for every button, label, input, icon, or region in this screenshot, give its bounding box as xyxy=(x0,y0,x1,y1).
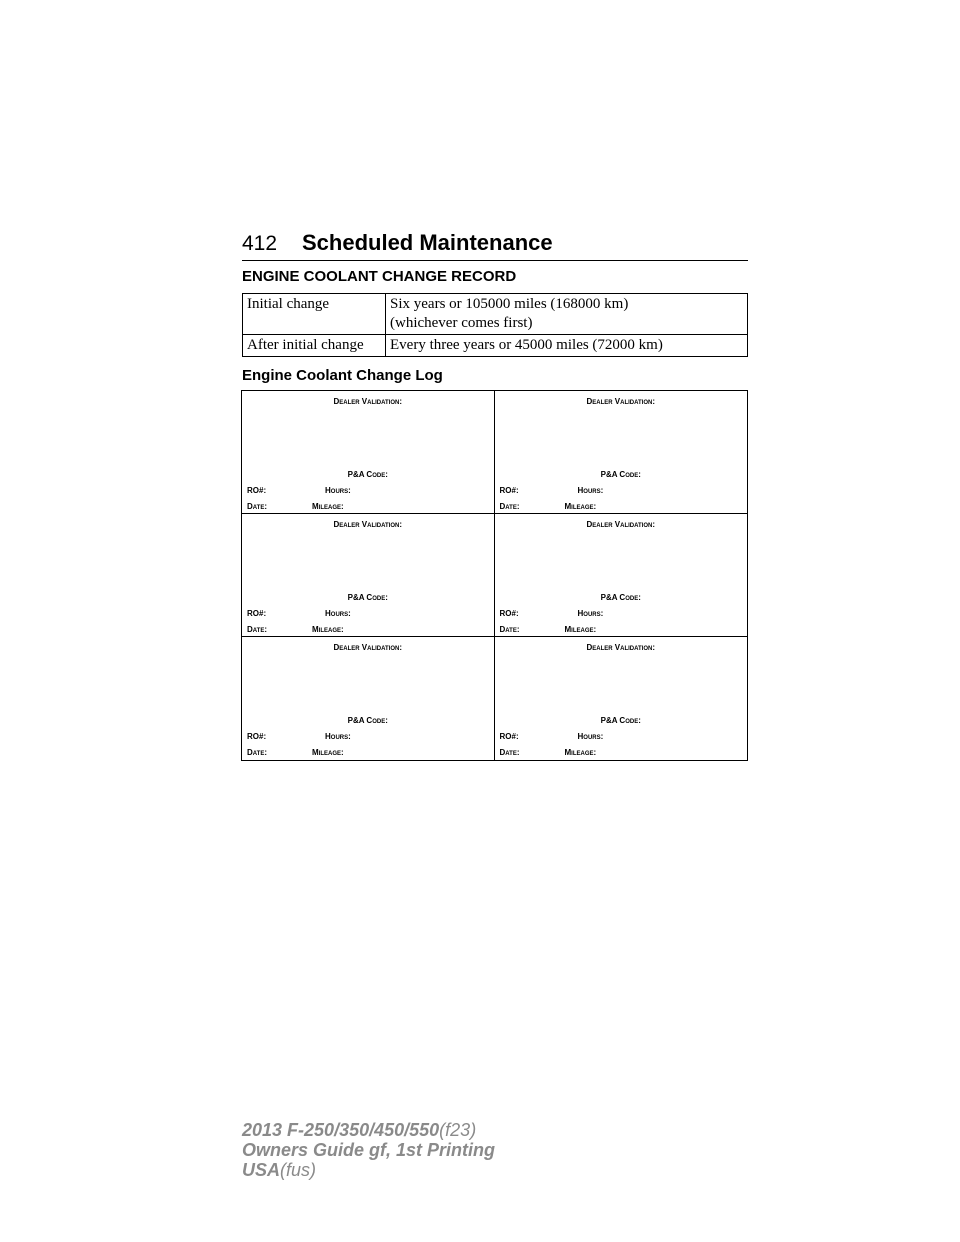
record-title: ENGINE COOLANT CHANGE RECORD xyxy=(242,268,517,285)
row-value xyxy=(386,294,748,335)
hours-label: Hours: xyxy=(577,732,604,741)
footer-line xyxy=(242,1160,495,1180)
date-label: Date: xyxy=(499,502,520,511)
footer-print-info xyxy=(242,1120,495,1180)
coolant-change-record-table xyxy=(242,293,748,357)
date-label: Date: xyxy=(499,625,520,634)
ro-label: RO#: xyxy=(247,609,267,618)
log-entry xyxy=(495,514,748,637)
footer-line xyxy=(242,1120,495,1140)
footer-model-code: (f23) xyxy=(439,1120,477,1140)
section-title: Scheduled Maintenance xyxy=(302,230,553,255)
date-label: Date: xyxy=(499,748,520,757)
date-label: Date: xyxy=(247,502,267,511)
dealer-validation-label: Dealer Validation: xyxy=(333,520,403,529)
row-label: Initial change xyxy=(243,294,386,335)
log-entry xyxy=(242,391,495,514)
mileage-label: Mileage: xyxy=(564,502,597,511)
dealer-validation-label: Dealer Validation: xyxy=(333,397,403,406)
log-entry xyxy=(495,391,748,514)
dealer-validation-label: Dealer Validation: xyxy=(586,520,656,529)
footer-market: USA xyxy=(242,1160,281,1180)
row-value-line: (whichever comes first) xyxy=(390,315,533,331)
pa-code-label: P&A Code: xyxy=(347,716,388,725)
mileage-label: Mileage: xyxy=(564,625,597,634)
dealer-validation-label: Dealer Validation: xyxy=(586,643,656,652)
dealer-validation-label: Dealer Validation: xyxy=(333,643,403,652)
hours-label: Hours: xyxy=(577,609,604,618)
table-row xyxy=(243,294,748,335)
ro-label: RO#: xyxy=(247,486,267,495)
hours-label: Hours: xyxy=(325,486,351,495)
ro-label: RO#: xyxy=(247,732,267,741)
ro-label: RO#: xyxy=(499,732,519,741)
hours-label: Hours: xyxy=(577,486,604,495)
table-row xyxy=(243,335,748,357)
pa-code-label: P&A Code: xyxy=(347,470,388,479)
ro-label: RO#: xyxy=(499,486,519,495)
log-title: Engine Coolant Change Log xyxy=(242,367,443,384)
pa-code-label: P&A Code: xyxy=(347,593,388,602)
pa-code-label: P&A Code: xyxy=(600,470,641,479)
row-value: Every three years or 45000 miles (72000 km) xyxy=(386,335,748,357)
hours-label: Hours: xyxy=(325,732,351,741)
hours-label: Hours: xyxy=(325,609,351,618)
log-entry xyxy=(242,637,495,760)
mileage-label: Mileage: xyxy=(312,625,344,634)
log-entry xyxy=(495,637,748,760)
mileage-label: Mileage: xyxy=(312,502,344,511)
mileage-label: Mileage: xyxy=(312,748,344,757)
row-value-line: Six years or 105000 miles (168000 km) xyxy=(390,296,629,312)
page-number: 412 xyxy=(242,232,278,255)
log-entry xyxy=(242,514,495,637)
coolant-change-log xyxy=(241,390,748,761)
page-header xyxy=(242,228,748,261)
footer-model: 2013 F-250/350/450/550 xyxy=(242,1120,440,1140)
pa-code-label: P&A Code: xyxy=(600,593,641,602)
dealer-validation-label: Dealer Validation: xyxy=(586,397,656,406)
footer-market-code: (fus) xyxy=(280,1160,317,1180)
footer-line: Owners Guide gf, 1st Printing xyxy=(242,1140,496,1160)
date-label: Date: xyxy=(247,625,267,634)
row-label: After initial change xyxy=(243,335,386,357)
pa-code-label: P&A Code: xyxy=(600,716,641,725)
mileage-label: Mileage: xyxy=(564,748,597,757)
date-label: Date: xyxy=(247,748,267,757)
ro-label: RO#: xyxy=(499,609,519,618)
